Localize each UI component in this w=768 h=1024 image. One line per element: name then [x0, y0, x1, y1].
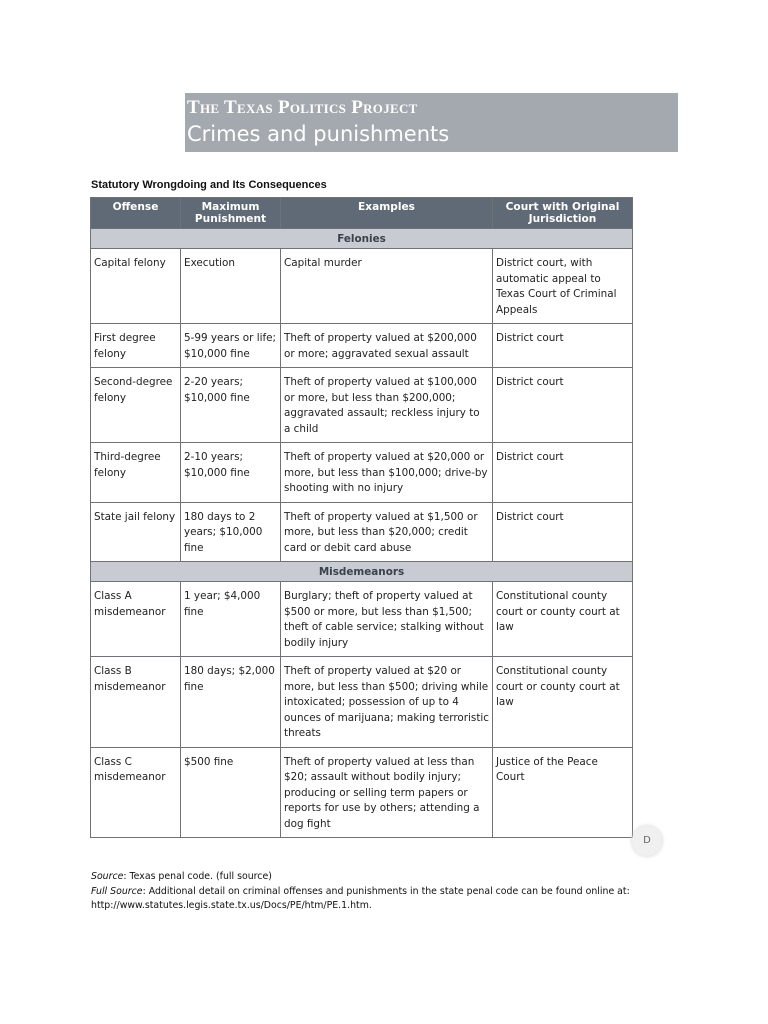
examples-cell: Theft of property valued at $100,000 or more, but less than $200,000; aggravated assault; reckless injury to a child — [281, 368, 493, 443]
punishment-cell: 180 days to 2 years; $10,000 fine — [181, 502, 281, 562]
table-row — [91, 249, 633, 324]
table-caption: Statutory Wrongdoing and Its Consequences — [91, 179, 327, 191]
offense-cell: Class C misdemeanor — [91, 747, 181, 838]
title-banner — [185, 93, 678, 152]
table-row — [91, 747, 633, 838]
source-line — [91, 870, 636, 885]
offense-cell: Capital felony — [91, 249, 181, 324]
examples-cell: Theft of property valued at less than $20; assault without bodily injury; producing or selling term papers or reports for use by others; attending a dog fight — [281, 747, 493, 838]
punishment-cell: 5-99 years or life; $10,000 fine — [181, 324, 281, 368]
table-row — [91, 502, 633, 562]
offense-cell: Second-degree felony — [91, 368, 181, 443]
court-cell: District court — [493, 443, 633, 503]
examples-cell: Theft of property valued at $1,500 or more, but less than $20,000; credit card or debit card abuse — [281, 502, 493, 562]
source-label: Source — [91, 871, 124, 882]
offense-cell: First degree felony — [91, 324, 181, 368]
examples-cell: Burglary; theft of property valued at $500 or more, but less than $1,500; theft of cable service; stalking without bodily injury — [281, 582, 493, 657]
court-cell: Constitutional county court or county court at law — [493, 657, 633, 748]
header-maximum-punishment: Maximum Punishment — [181, 198, 281, 229]
table-row — [91, 582, 633, 657]
court-cell: District court — [493, 502, 633, 562]
group-row-felonies — [91, 229, 633, 249]
banner-subtitle: Crimes and punishments — [187, 122, 450, 146]
examples-cell: Capital murder — [281, 249, 493, 324]
table-row — [91, 324, 633, 368]
examples-cell: Theft of property valued at $200,000 or more; aggravated sexual assault — [281, 324, 493, 368]
offense-cell: Class B misdemeanor — [91, 657, 181, 748]
header-court: Court with Original Jurisdiction — [493, 198, 633, 229]
offense-cell: State jail felony — [91, 502, 181, 562]
punishment-cell: 2-20 years; $10,000 fine — [181, 368, 281, 443]
header-examples: Examples — [281, 198, 493, 229]
header-offense: Offense — [91, 198, 181, 229]
punishment-cell: 180 days; $2,000 fine — [181, 657, 281, 748]
offense-cell: Class A misdemeanor — [91, 582, 181, 657]
punishment-cell: $500 fine — [181, 747, 281, 838]
punishment-cell: 1 year; $4,000 fine — [181, 582, 281, 657]
table-row — [91, 657, 633, 748]
table-row — [91, 368, 633, 443]
source-text: : Texas penal code. (full source) — [123, 871, 272, 882]
source-url: http://www.statutes.legis.state.tx.us/Docs/PE/htm/PE.1.htm. — [91, 900, 372, 911]
full-source-text: : Additional detail on criminal offenses and punishments in the state penal code can be found online at: — [142, 885, 630, 897]
court-cell: District court, with automatic appeal to Texas Court of Criminal Appeals — [493, 249, 633, 324]
full-source-line — [91, 885, 636, 900]
crimes-table — [90, 197, 633, 838]
examples-cell: Theft of property valued at $20,000 or more, but less than $100,000; drive-by shooting with no injury — [281, 443, 493, 503]
table-header-row — [91, 198, 633, 229]
source-notes — [91, 870, 636, 914]
group-label: Misdemeanors — [91, 562, 633, 582]
punishment-cell: 2-10 years; $10,000 fine — [181, 443, 281, 503]
offense-cell: Third-degree felony — [91, 443, 181, 503]
banner-title: The Texas Politics Project — [187, 97, 418, 118]
group-label: Felonies — [91, 229, 633, 249]
court-cell: Constitutional county court or county court at law — [493, 582, 633, 657]
examples-cell: Theft of property valued at $20 or more, but less than $500; driving while intoxicated; possession of up to 4 ounces of marijuana; making terroristic threats — [281, 657, 493, 748]
court-cell: Justice of the Peace Court — [493, 747, 633, 838]
full-source-label: Full Source — [91, 885, 143, 897]
court-cell: District court — [493, 368, 633, 443]
partial-overlay-badge: D — [632, 826, 662, 856]
table-row — [91, 443, 633, 503]
punishment-cell: Execution — [181, 249, 281, 324]
court-cell: District court — [493, 324, 633, 368]
group-row-misdemeanors — [91, 562, 633, 582]
